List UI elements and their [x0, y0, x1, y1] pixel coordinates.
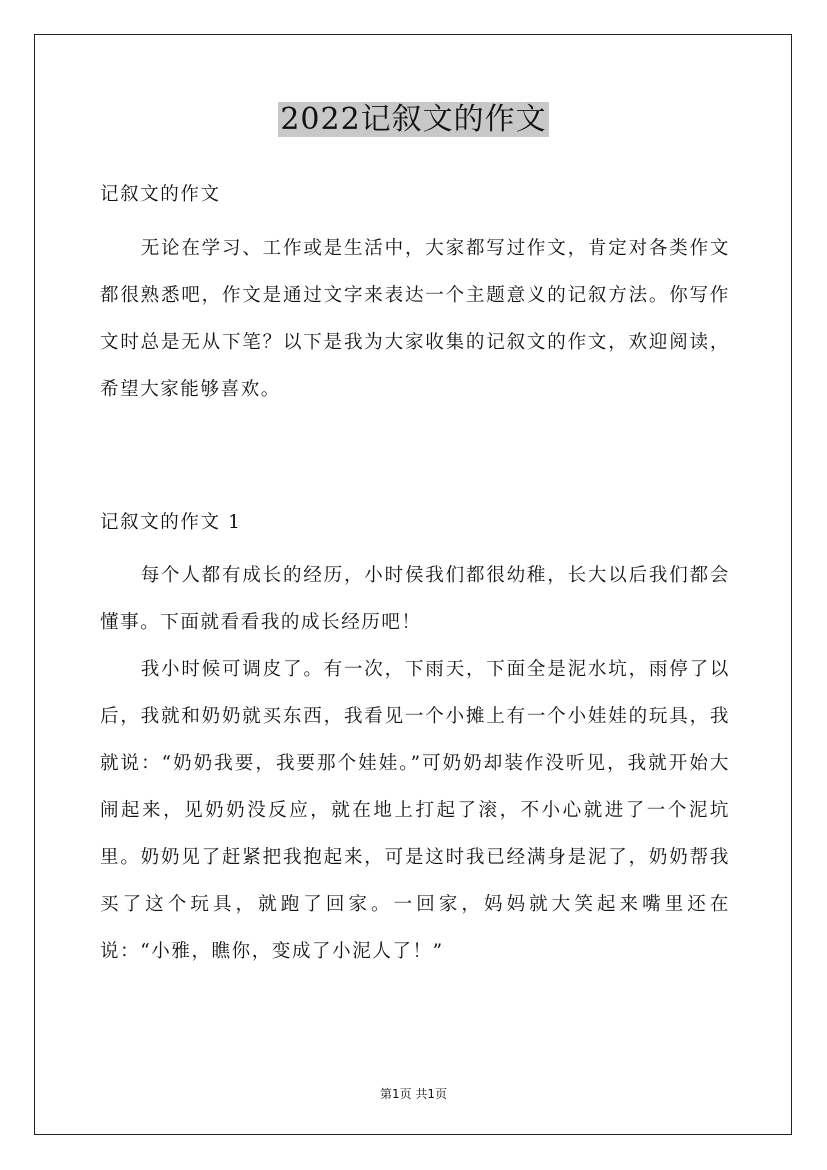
document-title: [0, 100, 827, 140]
page-footer: 第1页 共1页: [379, 1087, 448, 1101]
section1-paragraph-2: 我小时候可调皮了。有一次，下雨天，下面全是泥水坑，雨停了以后，我就和奶奶就买东西，我看见一个小摊上有一个小娃娃的玩具，我就说：“奶奶我要，我要那个娃娃。”可奶奶却装作没听见，我就开始大闹起来，见奶奶没反应，就在地上打起了滚，不小心就进了一个泥坑里。奶奶见了赶紧把我抱起来，可是这时我已经满身是泥了，奶奶帮我买了这个玩具，就跑了回家。一回家，妈妈就大笑起来嘴里还在说：“小雅，瞧你，变成了小泥人了！”: [100, 659, 730, 962]
section1-block: [100, 552, 730, 975]
section-heading: 记叙文的作文 1: [100, 512, 242, 533]
subtitle: 记叙文的作文: [100, 184, 221, 205]
intro-block: [100, 225, 730, 413]
title-text: 2022记叙文的作文: [280, 102, 547, 137]
section1-paragraph-1: 每个人都有成长的经历，小时侯我们都很幼稚，长大以后我们都会懂事。下面就看看我的成长经历吧！: [100, 565, 730, 633]
intro-paragraph: 无论在学习、工作或是生活中，大家都写过作文，肯定对各类作文都很熟悉吧，作文是通过文字来表达一个主题意义的记叙方法。你写作文时总是无从下笔？以下是我为大家收集的记叙文的作文，欢迎阅读，希望大家能够喜欢。: [100, 238, 730, 400]
